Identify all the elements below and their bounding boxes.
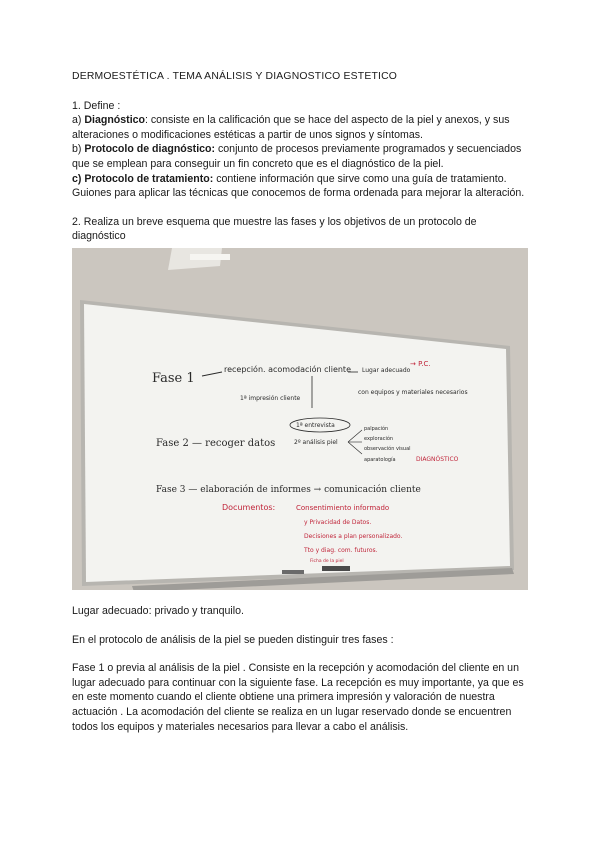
wb-entrevista: 1ª entrevista bbox=[296, 421, 335, 429]
wb-documentos: Documentos: bbox=[222, 502, 276, 512]
q1-heading: 1. Define : bbox=[72, 99, 121, 112]
wb-lugar: Lugar adecuado bbox=[362, 366, 411, 374]
definition-c: c) Protocolo de tratamiento: contiene información que sirve como una guía de tratamiento. Guiones para aplicar las técnicas que conocemos de forma ordenada para mejorar la alteración. bbox=[72, 172, 525, 200]
definition-b: b) Protocolo de diagnóstico: conjunto de procesos previamente programados y secuenciados que se emplean para conseguir un fin concreto que es el diagnóstico de la piel. bbox=[72, 143, 522, 170]
wb-aparatologia: aparatología bbox=[364, 456, 396, 463]
wb-fase2: Fase 2 — recoger datos bbox=[156, 437, 276, 449]
wb-diagnostico: DIAGNÓSTICO bbox=[416, 455, 459, 463]
wb-equipos: con equipos y materiales necesarios bbox=[358, 388, 468, 396]
wb-analisis: 2º análisis piel bbox=[294, 438, 338, 446]
document-title: DERMOESTÉTICA . TEMA ANÁLISIS Y DIAGNOSTICO ESTETICO bbox=[72, 71, 398, 82]
wb-observacion: observación visual bbox=[364, 445, 411, 452]
whiteboard-drawing bbox=[72, 248, 528, 590]
fases-intro: En el protocolo de análisis de la piel se pueden distinguir tres fases : bbox=[72, 633, 394, 646]
whiteboard-photo bbox=[72, 248, 528, 590]
document-page bbox=[72, 70, 528, 734]
wb-recepcion: recepción. acomodación cliente bbox=[224, 364, 351, 374]
wb-privacidad: y Privacidad de Datos. bbox=[304, 518, 372, 526]
wb-exploracion: exploración bbox=[364, 435, 394, 442]
wb-palpacion: palpación bbox=[364, 425, 389, 432]
fase1-paragraph: Fase 1 o previa al análisis de la piel . Consiste en la recepción y acomodación del cliente en un lugar adecuado para continuar con la siguiente fase. La recepción es muy importante, ya que es en este momento cuando el cliente obtiene una primera impresión y valoración de nuestra actuación . La acomodación del cliente se realiza en un lugar reservado donde se encuentren todos los equipos y materiales necesarios para llevar a cabo el análisis. bbox=[72, 662, 524, 733]
wb-decisiones: Decisiones a plan personalizado. bbox=[304, 532, 403, 540]
wb-ficha: Ficha de la piel bbox=[310, 558, 344, 564]
definition-a: a) Diagnóstico: consiste en la calificación que se hace del aspecto de la piel y anexos, y sus alteraciones o modificaciones estéticas a partir de unos signos y síntomas. bbox=[72, 114, 510, 141]
term-protocolo-diagnostico: Protocolo de diagnóstico: bbox=[84, 143, 216, 156]
term-protocolo-tratamiento: c) Protocolo de tratamiento: bbox=[72, 172, 214, 185]
wb-tto: Tto y diag. com. futuros. bbox=[304, 546, 378, 554]
wb-consentimiento: Consentimiento informado bbox=[296, 503, 390, 512]
lugar-line: Lugar adecuado: privado y tranquilo. bbox=[72, 604, 244, 617]
wb-fase1: Fase 1 bbox=[152, 370, 195, 386]
wb-fase3: Fase 3 — elaboración de informes → comunicación cliente bbox=[156, 484, 421, 495]
wb-pc: → P.C. bbox=[410, 359, 431, 368]
wb-impresion: 1ª impresión cliente bbox=[240, 394, 301, 402]
term-diagnostico: Diagnóstico bbox=[84, 114, 145, 127]
q2-heading: 2. Realiza un breve esquema que muestre las fases y los objetivos de un protocolo de diagnóstico bbox=[72, 215, 477, 243]
